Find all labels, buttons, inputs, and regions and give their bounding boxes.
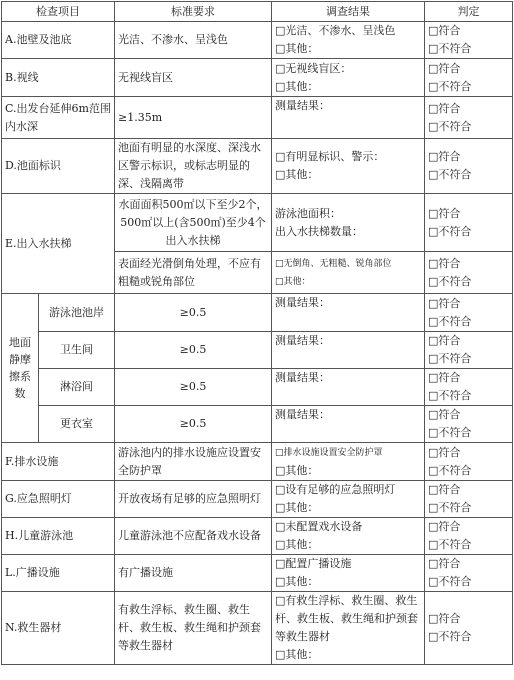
header-row [2, 2, 513, 22]
measure-field[interactable]: 测量结果： [275, 371, 330, 384]
other-checkbox[interactable]: □其他： [275, 276, 311, 287]
result-cell [272, 252, 425, 294]
header-item: 检查项目 [2, 2, 115, 22]
table-row [2, 194, 513, 252]
judge-cell [425, 194, 513, 252]
standard-cell: 水面面积500㎡以下至少2个，500㎡以上(含500㎡)至少4个出入水扶梯 [115, 194, 272, 252]
ladder-count-field[interactable]: 出入水扶梯数量： [275, 224, 363, 238]
result-cell [272, 294, 425, 332]
friction-item-cell: 地面静摩擦系数 [2, 294, 39, 443]
table-row [2, 518, 513, 555]
item-cell: A.池壁及池底 [2, 22, 115, 59]
judge-cell [425, 252, 513, 294]
result-cell [272, 369, 425, 406]
standard-cell: 开放夜场有足够的应急照明灯 [115, 481, 272, 518]
result-cell [272, 518, 425, 555]
judge-cell [425, 518, 513, 555]
standard-cell: ≥0.5 [115, 294, 272, 332]
judge-cell [425, 592, 513, 665]
area-field[interactable]: 游泳池面积： [275, 206, 341, 220]
inspection-table [1, 1, 513, 665]
other-checkbox[interactable]: □其他： [275, 501, 319, 514]
fail-checkbox[interactable]: □不符合 [428, 168, 472, 181]
other-checkbox[interactable]: □其他： [275, 538, 319, 551]
measure-field[interactable]: 测量结果： [275, 334, 330, 347]
table-row [2, 294, 513, 332]
standard-cell: ≥0.5 [115, 332, 272, 369]
result-cell [272, 194, 425, 252]
table-row [2, 555, 513, 592]
measure-field[interactable]: 测量结果： [275, 296, 330, 309]
standard-cell: 游泳池内的排水设施应设置安全防护罩 [115, 443, 272, 481]
fail-checkbox[interactable]: □不符合 [428, 575, 472, 588]
result-checkbox[interactable]: □设有足够的应急照明灯 [275, 483, 396, 496]
judge-cell [425, 555, 513, 592]
judge-cell [425, 369, 513, 406]
pass-checkbox[interactable]: □符合 [428, 206, 461, 220]
standard-cell: 光洁、不渗水、呈浅色 [115, 22, 272, 59]
judge-cell [425, 97, 513, 139]
item-cell: D.池面标识 [2, 139, 115, 194]
fail-checkbox[interactable]: □不符合 [428, 463, 472, 477]
result-checkbox[interactable]: □有救生浮标、救生圈、救生杆、救生板、救生绳和护颈套等救生器材 [275, 594, 418, 643]
pass-checkbox[interactable]: □符合 [428, 520, 461, 533]
result-cell [272, 59, 425, 97]
fail-checkbox[interactable]: □不符合 [428, 79, 472, 93]
item-cell: E.出入水扶梯 [2, 194, 115, 294]
standard-cell: 表面经光滑倒角处理，不应有粗糙或锐角部位 [115, 252, 272, 294]
item-cell: B.视线 [2, 59, 115, 97]
item-cell: L.广播设施 [2, 555, 115, 592]
standard-cell: ≥0.5 [115, 406, 272, 443]
result-checkbox[interactable]: □有明显标识、警示： [275, 150, 385, 163]
standard-cell: 有救生浮标、救生圈、救生杆、救生板、救生绳和护颈套等救生器材 [115, 592, 272, 665]
result-cell [272, 22, 425, 59]
table-row [2, 22, 513, 59]
sub-item-cell: 游泳池池岸 [39, 294, 115, 332]
pass-checkbox[interactable]: □符合 [428, 101, 461, 115]
fail-checkbox[interactable]: □不符合 [428, 352, 472, 365]
judge-cell [425, 332, 513, 369]
other-checkbox[interactable]: □其他： [275, 648, 319, 661]
sub-item-cell: 淋浴间 [39, 369, 115, 406]
header-standard: 标准要求 [115, 2, 272, 22]
item-cell: H.儿童游泳池 [2, 518, 115, 555]
pass-checkbox[interactable]: □符合 [428, 408, 461, 421]
result-checkbox[interactable]: □未配置戏水设备 [275, 520, 363, 533]
judge-cell [425, 22, 513, 59]
pass-checkbox[interactable]: □符合 [428, 150, 461, 163]
sub-item-cell: 卫生间 [39, 332, 115, 369]
table-row [2, 139, 513, 194]
standard-cell: 有广播设施 [115, 555, 272, 592]
table-row [2, 332, 513, 369]
pass-checkbox[interactable]: □符合 [428, 24, 461, 37]
fail-checkbox[interactable]: □不符合 [428, 501, 472, 514]
result-cell [272, 332, 425, 369]
table-row [2, 369, 513, 406]
judge-cell [425, 406, 513, 443]
pass-checkbox[interactable]: □符合 [428, 334, 461, 347]
other-checkbox[interactable]: □其他： [275, 575, 319, 588]
result-cell [272, 443, 425, 481]
table-row [2, 481, 513, 518]
standard-cell: 儿童游泳池不应配备戏水设备 [115, 518, 272, 555]
table-row [2, 59, 513, 97]
fail-checkbox[interactable]: □不符合 [428, 389, 472, 402]
measure-field[interactable]: 测量结果： [275, 99, 330, 112]
result-checkbox[interactable]: □排水设施设置安全防护罩 [275, 447, 383, 458]
table-row [2, 443, 513, 481]
fail-checkbox[interactable]: □不符合 [428, 426, 472, 439]
result-cell [272, 592, 425, 665]
judge-cell [425, 294, 513, 332]
pass-checkbox[interactable]: □符合 [428, 483, 461, 496]
result-checkbox[interactable]: □配置广播设施 [275, 557, 352, 570]
other-checkbox[interactable]: □其他： [275, 463, 319, 477]
result-cell [272, 97, 425, 139]
pass-checkbox[interactable]: □符合 [428, 296, 461, 310]
result-checkbox[interactable]: □光洁、不渗水、呈浅色 [275, 24, 396, 37]
table-row [2, 592, 513, 665]
result-cell [272, 481, 425, 518]
standard-cell: ≥0.5 [115, 369, 272, 406]
fail-checkbox[interactable]: □不符合 [428, 630, 472, 643]
header-judge: 判定 [425, 2, 513, 22]
pass-checkbox[interactable]: □符合 [428, 612, 461, 625]
judge-cell [425, 443, 513, 481]
fail-checkbox[interactable]: □不符合 [428, 274, 472, 288]
fail-checkbox[interactable]: □不符合 [428, 119, 472, 133]
judge-cell [425, 481, 513, 518]
item-cell: C.出发台延伸6m范围内水深 [2, 97, 115, 139]
judge-cell [425, 59, 513, 97]
standard-cell: 池面有明显的水深度、深浅水区警示标识，或标志明显的深、浅隔离带 [115, 139, 272, 194]
sub-item-cell: 更衣室 [39, 406, 115, 443]
pass-checkbox[interactable]: □符合 [428, 371, 461, 384]
pass-checkbox[interactable]: □符合 [428, 445, 461, 459]
other-checkbox[interactable]: □其他： [275, 42, 319, 55]
item-cell: F.排水设施 [2, 443, 115, 481]
result-checkbox[interactable]: □无视线盲区： [275, 61, 352, 75]
standard-cell: 无视线盲区 [115, 59, 272, 97]
pass-checkbox[interactable]: □符合 [428, 557, 461, 570]
table-row [2, 406, 513, 443]
standard-cell: ≥1.35m [115, 97, 272, 139]
item-cell: N.救生器材 [2, 592, 115, 665]
result-checkbox[interactable]: □无倒角、无粗糙、锐角部位 [275, 258, 392, 269]
other-checkbox[interactable]: □其他： [275, 168, 319, 181]
fail-checkbox[interactable]: □不符合 [428, 538, 472, 551]
fail-checkbox[interactable]: □不符合 [428, 314, 472, 328]
fail-checkbox[interactable]: □不符合 [428, 224, 472, 238]
pass-checkbox[interactable]: □符合 [428, 61, 461, 75]
measure-field[interactable]: 测量结果： [275, 408, 330, 421]
pass-checkbox[interactable]: □符合 [428, 256, 461, 270]
other-checkbox[interactable]: □其他： [275, 79, 319, 93]
result-cell [272, 406, 425, 443]
judge-cell [425, 139, 513, 194]
header-result: 调查结果 [272, 2, 425, 22]
result-cell [272, 555, 425, 592]
table-row [2, 97, 513, 139]
result-cell [272, 139, 425, 194]
fail-checkbox[interactable]: □不符合 [428, 42, 472, 55]
item-cell: G.应急照明灯 [2, 481, 115, 518]
